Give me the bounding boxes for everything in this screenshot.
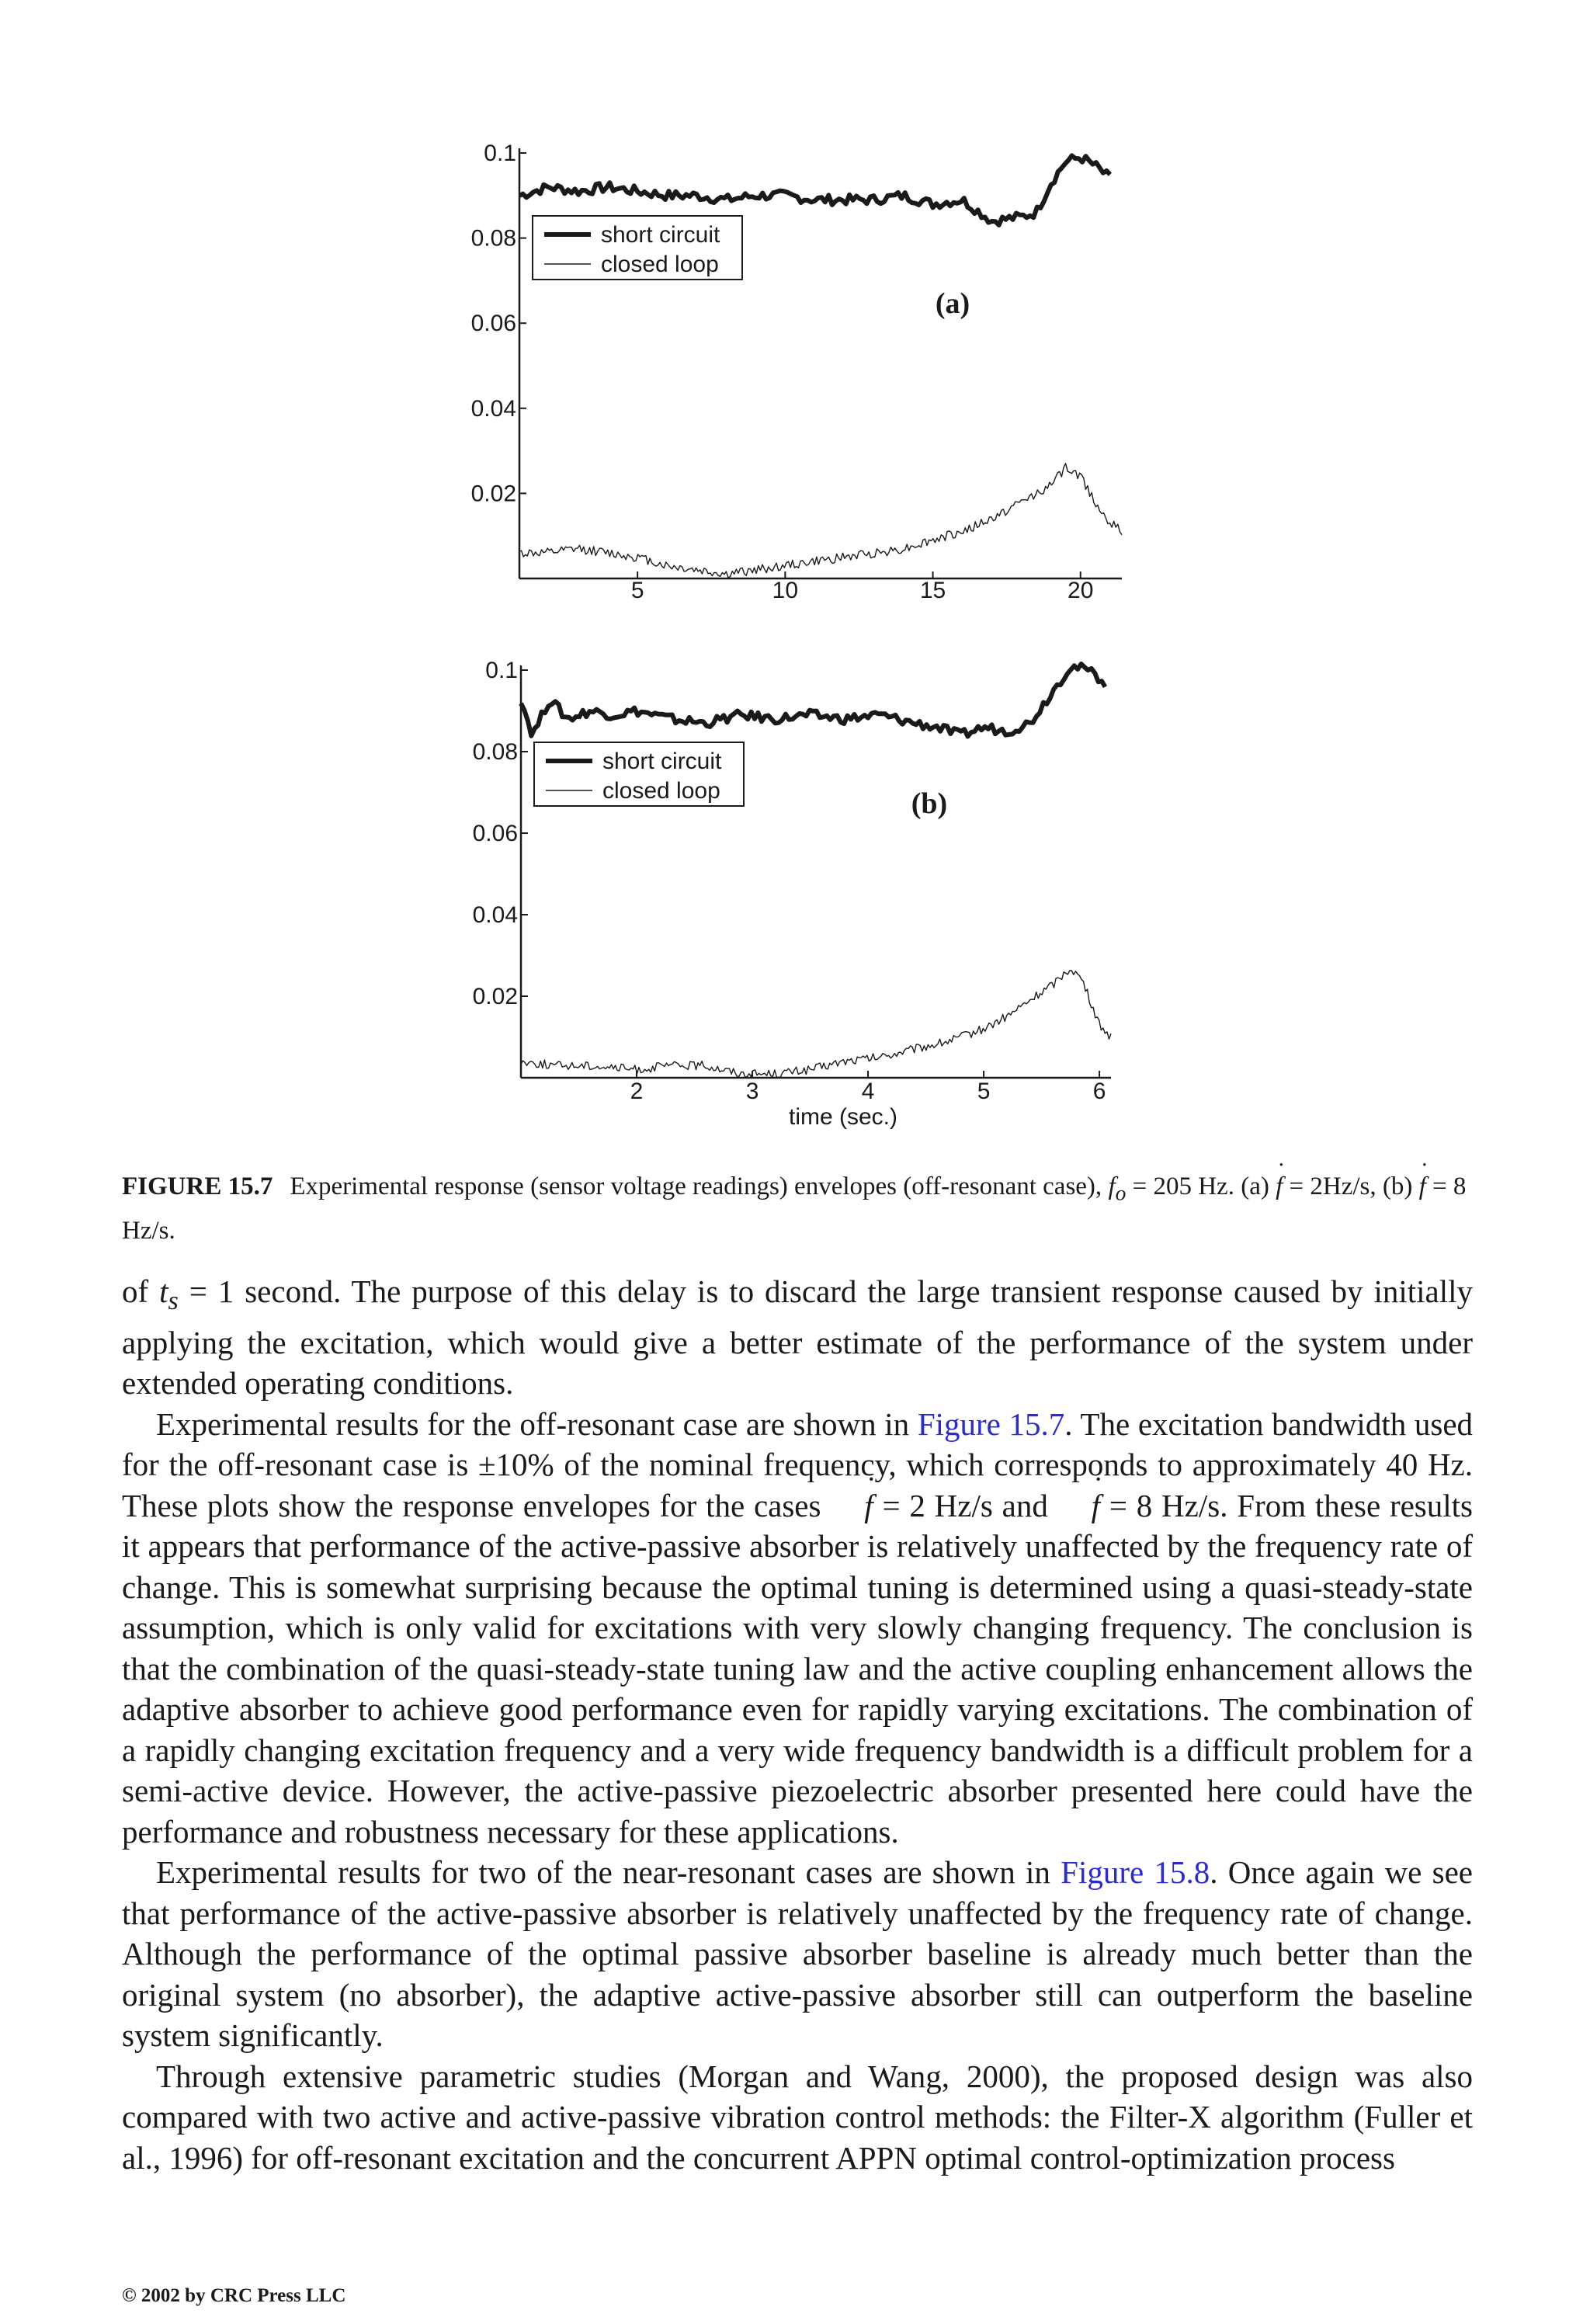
figure-caption — [122, 1168, 1473, 1249]
legend-label: short circuit — [602, 749, 722, 774]
body-text — [122, 1271, 1473, 2178]
y-tick-label: 0.1 — [485, 658, 518, 683]
caption-fdot-b: ˙ f — [1419, 1168, 1426, 1205]
p1-rest: = 1 second. The purpose of this delay is to discard the large transient response caused by initially applying the excitation, which would give a better estimate of the performance of the system under extended operating conditions. — [122, 1273, 1473, 1402]
p2-end: = 8 Hz/s. From these results it appears that performance of the active-passive absorber is relatively unaffected by the frequency rate of change. This is somewhat surprising because the optimal tuning is determined using a quasi-steady-state assumption, which is only valid for excitations with very slowly changing frequency. The conclusion is that the combination of the quasi-steady-state tuning law and the active coupling enhancement allows the adaptive absorber to achieve good performance even for rapidly varying excitations. The combination of a rapidly changing excitation frequency and a very wide frequency bandwidth is a difficult problem for a semi-active device. However, the active-passive piezoelectric absorber presented here could have the performance and robustness necessary for these applications. — [122, 1487, 1473, 1850]
panel-b-plot — [473, 658, 1111, 1130]
panel-label: (b) — [911, 787, 948, 820]
caption-f-symbol: f — [1108, 1172, 1116, 1200]
caption-text-2: = 205 Hz. (a) — [1126, 1172, 1276, 1200]
legend-label: short circuit — [601, 222, 720, 248]
caption-fdot-a: ˙ f — [1276, 1168, 1283, 1205]
y-tick-label: 0.1 — [484, 141, 516, 166]
copyright-footer: © 2002 by CRC Press LLC — [122, 2285, 346, 2306]
x-tick-label: 2 — [630, 1079, 644, 1104]
caption-text-4: = 8 Hz/s. — [122, 1172, 1467, 1245]
paragraph-1 — [122, 1271, 1473, 1404]
p3-start: Experimental results for two of the near-resonant cases are shown in — [156, 1854, 1061, 1891]
x-tick-label: 15 — [919, 578, 946, 603]
y-tick-label: 0.02 — [472, 984, 518, 1009]
legend — [533, 216, 742, 280]
series-line-closed-loop — [521, 971, 1111, 1077]
p2-mid: . The excitation bandwidth used for the off-resonant case is ±10% of the nominal frequency, which corresponds to approximately 40 Hz. These plots show the response envelopes for the cases — [122, 1405, 1474, 1523]
p2-fdot-1: ˙ f — [830, 1485, 873, 1527]
paragraph-4: Through extensive parametric studies (Morgan and Wang, 2000), the proposed design was also compared with two active and active-passive vibration control methods: the Filter-X algorithm (Fuller et al., 1996) for off-resonant excitation and the concurrent APPN optimal control-optimization process — [122, 2058, 1473, 2176]
series-line-short-circuit — [521, 664, 1106, 736]
panel-a-plot — [471, 141, 1122, 603]
y-tick-label: 0.04 — [472, 902, 518, 928]
caption-text-1: Experimental response (sensor voltage readings) envelopes (off-resonant case), — [290, 1172, 1109, 1200]
x-tick-label: 6 — [1092, 1079, 1106, 1104]
x-tick-label: 20 — [1068, 578, 1094, 603]
caption-sub-o: o — [1115, 1180, 1127, 1205]
p2-mid2: = 2 Hz/s and — [873, 1487, 1057, 1523]
figure-number: FIGURE 15.7 — [122, 1172, 273, 1200]
x-axis-label: time (sec.) — [788, 1104, 898, 1130]
caption-text-3: = 2Hz/s, (b) — [1283, 1172, 1419, 1200]
series-line-short-circuit — [519, 155, 1110, 225]
p2-start: Experimental results for the off-resonant case are shown in — [156, 1405, 918, 1442]
p3-end: . Once again we see that performance of the active-passive absorber is relatively unaffected by the frequency rate of change. Although the performance of the optimal passive absorber baseline is already much better than the original system (no absorber), the adaptive active-passive absorber still can outperform the baseline system significantly. — [122, 1854, 1473, 2054]
y-tick-label: 0.04 — [470, 395, 516, 422]
y-tick-label: 0.06 — [472, 821, 518, 846]
p1-start: of — [122, 1273, 160, 1309]
x-tick-label: 10 — [772, 578, 799, 603]
legend-label: closed loop — [602, 778, 720, 804]
p2-fdot-2: ˙ f — [1057, 1485, 1100, 1527]
legend — [534, 742, 744, 806]
y-tick-label: 0.06 — [470, 311, 516, 337]
y-tick-label: 0.08 — [472, 739, 518, 765]
x-tick-label: 5 — [630, 578, 644, 603]
x-tick-label: 4 — [861, 1079, 875, 1104]
paragraph-2 — [122, 1404, 1473, 1853]
figure-15-7-link[interactable]: Figure 15.7 — [917, 1405, 1065, 1442]
y-tick-label: 0.02 — [470, 481, 516, 507]
p1-t-symbol: t — [159, 1273, 168, 1309]
y-tick-label: 0.08 — [470, 225, 516, 252]
p1-s-subscript: s — [168, 1287, 179, 1316]
series-line-closed-loop — [519, 464, 1122, 578]
paragraph-3 — [122, 1852, 1473, 2056]
x-tick-label: 5 — [977, 1079, 991, 1104]
figure-15-8-link[interactable]: Figure 15.8 — [1061, 1854, 1210, 1891]
legend-label: closed loop — [601, 252, 719, 277]
x-tick-label: 3 — [745, 1079, 759, 1104]
panel-label: (a) — [935, 287, 970, 320]
